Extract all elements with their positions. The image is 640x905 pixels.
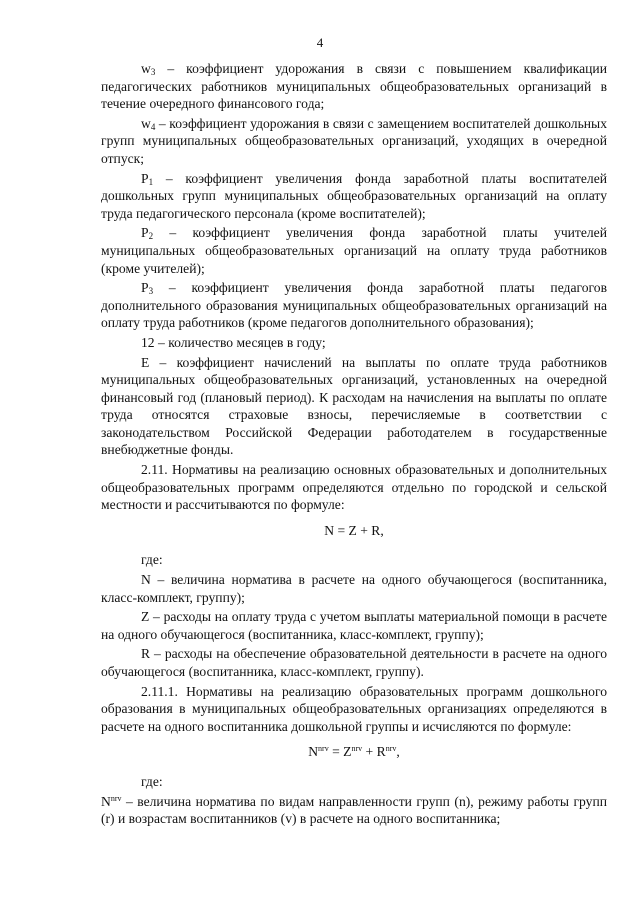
definition-r: R – расходы на обеспечение образовательной деятельности в расчете на одного обучающегося (воспитанника, класс-комплект, группу). [101,646,607,679]
definition-nrv: $N^{nrv}$ – величина норматива по видам направленности групп (n), режиму работы групп (r) и возрастам воспитанников (v) в расчете на одного воспитанника; [101,793,607,827]
definition-p1: $Р_1$ – коэффициент увеличения фонда заработной платы воспитателей дошкольных групп муниципальных общеобразовательных организаций на оплату труда педагогического персонала (кроме воспитателей); [101,170,607,221]
definition-z: Z – расходы на оплату труда с учетом выплаты материальной помощи в расчете на одного обучающегося (воспитанника, класс-комплект, группу); [101,609,607,642]
definition-n: N – величина норматива в расчете на одного обучающегося (воспитанника, класс-комплект, группу); [101,572,607,605]
definition-p3: $Р_3$ – коэффициент увеличения фонда заработной платы педагогов дополнительного образования муниципальных общеобразовательных организаций на оплату труда работников (кроме педагогов дополнительного образования); [101,280,607,331]
page-number: 4 [316,35,324,50]
formula-nrv: $N^{nrv} = Z^{nrv} + R^{nrv}$, [308,744,400,760]
where-label-2: где: [141,773,163,789]
document-body [101,60,607,828]
where-label-1: где: [141,552,163,568]
definition-e: Е – коэффициент начислений на выплаты по оплате труда работников муниципальных общеобразовательных организаций, установленных на очередной финансовый год (плановый период). К расходам на начисления на выплаты по оплате труда относятся страховые взносы, перечисляемые в соответствии с законодательством Российской Федерации работодателем в государственные внебюджетные фонды. [101,354,607,458]
definition-w3: $w_3$ – коэффициент удорожания в связи с повышением квалификации педагогических работников муниципальных общеобразовательных организаций в течение очередного финансового года; [101,61,607,112]
definition-12: 12 – количество месяцев в году; [141,334,326,350]
definition-p2: $Р_2$ – коэффициент увеличения фонда заработной платы учителей муниципальных общеобразовательных организаций на оплату труда работников (кроме учителей); [101,225,607,276]
definition-w4: $w_4$ – коэффициент удорожания в связи с замещением воспитателей дошкольных групп муниципальных общеобразовательных организаций, уходящих в очередной отпуск; [101,115,607,166]
formula-nzr: N = Z + R, [324,522,384,538]
section-2-11: 2.11. Нормативы на реализацию основных образовательных и дополнительных общеобразовательных программ определяются отдельно по городской и сельской местности и рассчитываются по формуле: [101,462,607,513]
section-2-11-1: 2.11.1. Нормативы на реализацию образовательных программ дошкольного образования в муниципальных общеобразовательных организациях определяются в расчете на одного воспитанника дошкольной группы и исчисляются по формуле: [101,683,607,734]
